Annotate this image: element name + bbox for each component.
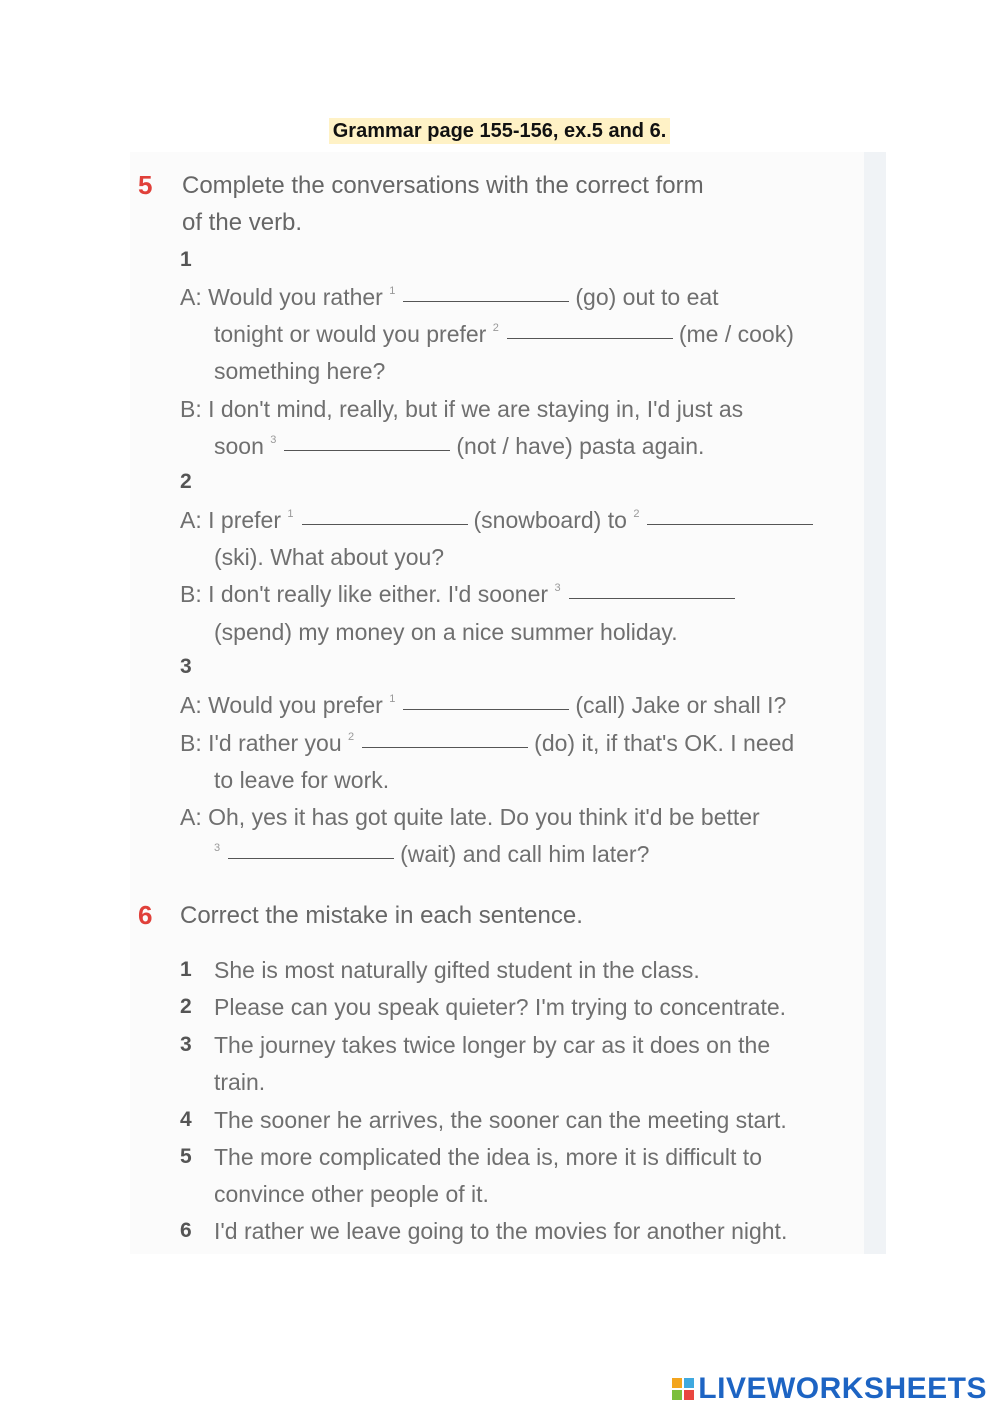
liveworksheets-logo[interactable] (672, 1372, 987, 1406)
answer-blank[interactable] (403, 708, 569, 710)
ex6-item-number: 4 (180, 1108, 192, 1131)
gap-number: 1 (389, 693, 396, 706)
ex6-item-text: I'd rather we leave going to the movies for another night. (214, 1218, 788, 1244)
answer-blank[interactable] (569, 597, 735, 599)
ex6-item-text: The journey takes twice longer by car as it does on the (214, 1032, 771, 1058)
conv2-line2: (ski). What about you? (214, 544, 445, 570)
conversation-1-number: 1 (180, 248, 192, 271)
answer-blank[interactable] (647, 523, 813, 525)
text: soon (214, 433, 264, 459)
text: A: I prefer (180, 507, 281, 533)
text: (snowboard) to (473, 507, 627, 533)
text: B: I don't really like either. I'd sooner (180, 581, 549, 607)
text: (me / cook) (678, 321, 794, 347)
conv2-line4: (spend) my money on a nice summer holiday. (214, 619, 678, 645)
answer-blank[interactable] (362, 746, 528, 748)
exercise-6-title: Correct the mistake in each sentence. (180, 902, 583, 929)
ex6-item-text-cont: train. (214, 1069, 266, 1095)
conv1-line4: B: I don't mind, really, but if we are staying in, I'd just as (180, 396, 744, 422)
header-text: Grammar page 155-156, ex.5 and 6. (329, 118, 671, 144)
logo-icon (672, 1378, 694, 1400)
conv3-line4: A: Oh, yes it has got quite late. Do you think it'd be better (180, 804, 760, 830)
answer-blank[interactable] (302, 523, 468, 525)
answer-blank[interactable] (403, 300, 569, 302)
ex6-item-number: 3 (180, 1033, 192, 1056)
gap-number: 3 (214, 842, 221, 855)
scan-edge (864, 152, 886, 1254)
conv3-line2 (180, 730, 794, 757)
conv3-line5 (214, 841, 649, 868)
text: (wait) and call him later? (400, 841, 650, 867)
conv1-line5 (214, 433, 704, 460)
exercise-5-title-line1: Complete the conversations with the correct form (182, 172, 704, 199)
text: A: Would you prefer (180, 692, 383, 718)
exercise-5-title-line2: of the verb. (182, 209, 303, 236)
ex6-item-number: 1 (180, 958, 192, 981)
exercise-5-number: 5 (138, 170, 153, 200)
gap-number: 3 (270, 434, 277, 447)
conv2-line3 (180, 581, 741, 608)
conv3-line1 (180, 692, 786, 719)
text: (do) it, if that's OK. I need (534, 730, 795, 756)
text: (not / have) pasta again. (456, 433, 705, 459)
ex6-item-number: 2 (180, 995, 192, 1018)
text: tonight or would you prefer (214, 321, 487, 347)
ex6-item-text-cont: convince other people of it. (214, 1181, 489, 1207)
text: A: Would you rather (180, 284, 383, 310)
ex6-item-text: She is most naturally gifted student in the class. (214, 957, 700, 983)
ex6-item-text: Please can you speak quieter? I'm trying to concentrate. (214, 994, 787, 1020)
ex6-item-text: The more complicated the idea is, more it is difficult to (214, 1144, 762, 1170)
gap-number: 3 (554, 582, 561, 595)
text: B: I'd rather you (180, 730, 342, 756)
answer-blank[interactable] (284, 449, 450, 451)
conv1-line1 (180, 284, 719, 311)
ex6-item-number: 6 (180, 1219, 192, 1242)
ex6-item-text: The sooner he arrives, the sooner can the meeting start. (214, 1107, 787, 1133)
conv2-line1 (180, 507, 819, 534)
logo-text: LIVEWORKSHEETS (698, 1372, 987, 1405)
gap-number: 2 (492, 322, 499, 335)
ex6-item-number: 5 (180, 1145, 192, 1168)
gap-number: 2 (348, 731, 355, 744)
page-header (0, 120, 999, 143)
conv1-line2 (214, 321, 794, 348)
conversation-3-number: 3 (180, 655, 192, 678)
gap-number: 1 (287, 508, 294, 521)
text: (call) Jake or shall I? (575, 692, 787, 718)
gap-number: 2 (633, 508, 640, 521)
exercise-6-number: 6 (138, 900, 153, 930)
conv3-line3: to leave for work. (214, 767, 390, 793)
conversation-2-number: 2 (180, 470, 192, 493)
answer-blank[interactable] (228, 857, 394, 859)
exercise-5-title (182, 167, 822, 241)
text: (go) out to eat (575, 284, 719, 310)
answer-blank[interactable] (507, 337, 673, 339)
conv1-line3: something here? (214, 358, 386, 384)
gap-number: 1 (389, 285, 396, 298)
